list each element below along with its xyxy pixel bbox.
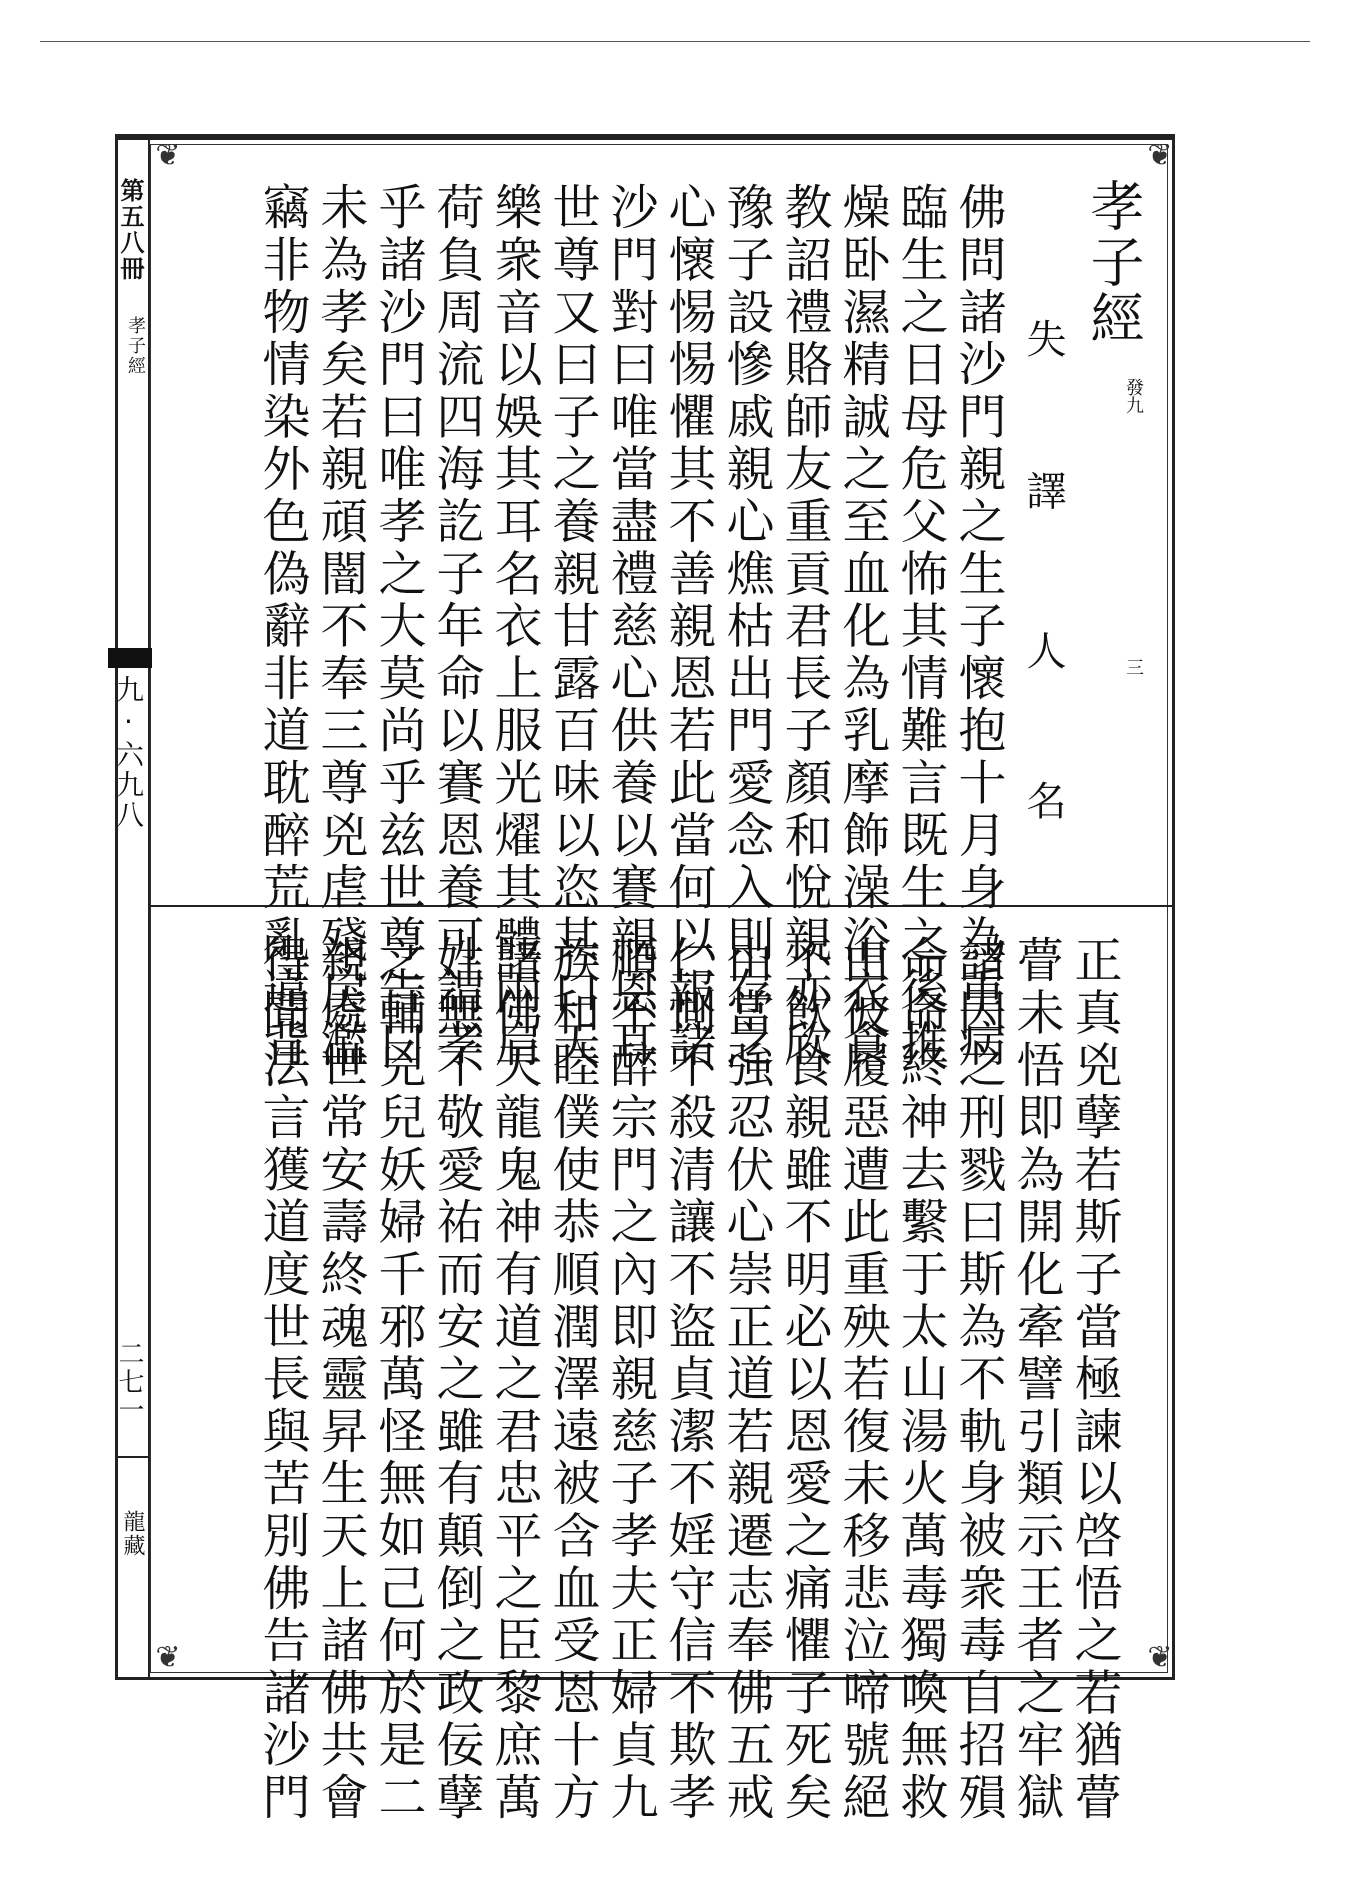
lower-column-7: 由當強忍伏心崇正道若親遷志奉佛五戒 [718,935,774,1825]
lower-column-12: 姓無不敬愛祐而安之雖有顛倒之政佞孽 [428,935,484,1825]
corner-ornament-bottom-left: ❦ [155,1640,181,1675]
upper-column-5: 豫子設慘戚親心燋枯出門愛念入則存之 [718,182,774,1072]
upper-column-4: 教詔禮賂師友重貢君長子顏和悅親亦欣 [776,182,832,1072]
lower-column-14: 親處世常安壽終魂靈昇生天上諸佛共會 [312,935,368,1825]
lower-column-10: 族和睦僕使恭順潤澤遠被含血受恩十方 [544,935,600,1825]
translator-char-2: 譯 [1020,470,1066,510]
translator-char-4: 名 [1020,780,1066,820]
margin-tab-rule [118,1456,148,1458]
top-rule [40,41,1310,42]
corner-ornament-top-right: ❦ [1147,138,1173,173]
page-number: 二七一 [114,1340,144,1424]
lower-column-4: 命命終神去繫于太山湯火萬毒獨喚無救 [892,935,948,1825]
corner-ornament-top-left: ❦ [155,138,181,173]
lower-column-15: 得聞法言獲道度世長與苦別佛告諸沙門 [254,935,310,1825]
corner-ornament-bottom-right: ❦ [1147,1640,1173,1675]
catalog-code: 九·六九八 [112,675,145,830]
upper-column-7: 沙門對曰唯當盡禮慈心供養以賽親恩耳 [602,182,658,1072]
translator-char-3: 人 [1020,630,1066,670]
frame-top-border [115,134,1175,139]
fascicle-mark: 發九 [1123,378,1144,414]
upper-column-10: 荷負周流四海訖子年命以賽恩養可謂孝 [428,182,484,1072]
sutra-title: 孝子經 [1082,178,1145,346]
lower-column-2: 瞢未悟即為開化牽譬引類示王者之牢獄 [1008,935,1064,1825]
upper-column-8: 世尊又曰子之養親甘露百味以恣其口天 [544,182,600,1072]
upper-column-2: 臨生之日母危父怖其情難言既生之後推 [892,182,948,1072]
translator-char-1: 失 [1020,318,1066,358]
lower-column-6: 不飲食親雖不明必以恩愛之痛懼子死矣 [776,935,832,1825]
lower-column-9: 順不醉宗門之內即親慈子孝夫正婦貞九 [602,935,658,1825]
sutra-margin-label: 孝子經 [125,316,146,376]
lower-column-11: 諸佛天龍鬼神有道之君忠平之臣黎庶萬 [486,935,542,1825]
lower-column-13: 之輔兇兒妖婦千邪萬怪無如己何於是二 [370,935,426,1825]
upper-column-3: 燥卧濕精誠之至血化為乳摩飾澡浴衣食 [834,182,890,1072]
upper-column-6: 心懷惕惕懼其不善親恩若此當何以報諸 [660,182,716,1072]
lower-column-5: 由彼履惡遭此重殃若復未移悲泣啼號絕 [834,935,890,1825]
upper-column-11: 乎諸沙門曰唯孝之大莫尚乎兹世尊告曰 [370,182,426,1072]
lower-column-8: 仁惻不殺清讓不盜貞潔不婬守信不欺孝 [660,935,716,1825]
lower-column-3: 諸囚之刑戮曰斯為不軌身被衆毒自招殞 [950,935,1006,1825]
collection-label: 龍藏 [120,1510,145,1558]
upper-column-13: 竊非物情染外色偽辭非道耽醉荒亂違背 [254,182,310,1072]
margin-divider [148,137,150,1680]
lower-column-1: 正真兇孽若斯子當極諫以啓悟之若猶瞢 [1066,935,1122,1825]
upper-column-12: 未為孝矣若親頑闇不奉三尊兇虐殘戾濫 [312,182,368,1072]
sheet-mark: 三 [1123,658,1144,676]
volume-label: 第五八冊 [116,178,144,282]
upper-column-1: 佛問諸沙門親之生子懷抱十月身為重病 [950,182,1006,1072]
margin-black-bar [108,648,152,668]
upper-column-9: 樂衆音以娛其耳名衣上服光燿其體兩肩 [486,182,542,1072]
